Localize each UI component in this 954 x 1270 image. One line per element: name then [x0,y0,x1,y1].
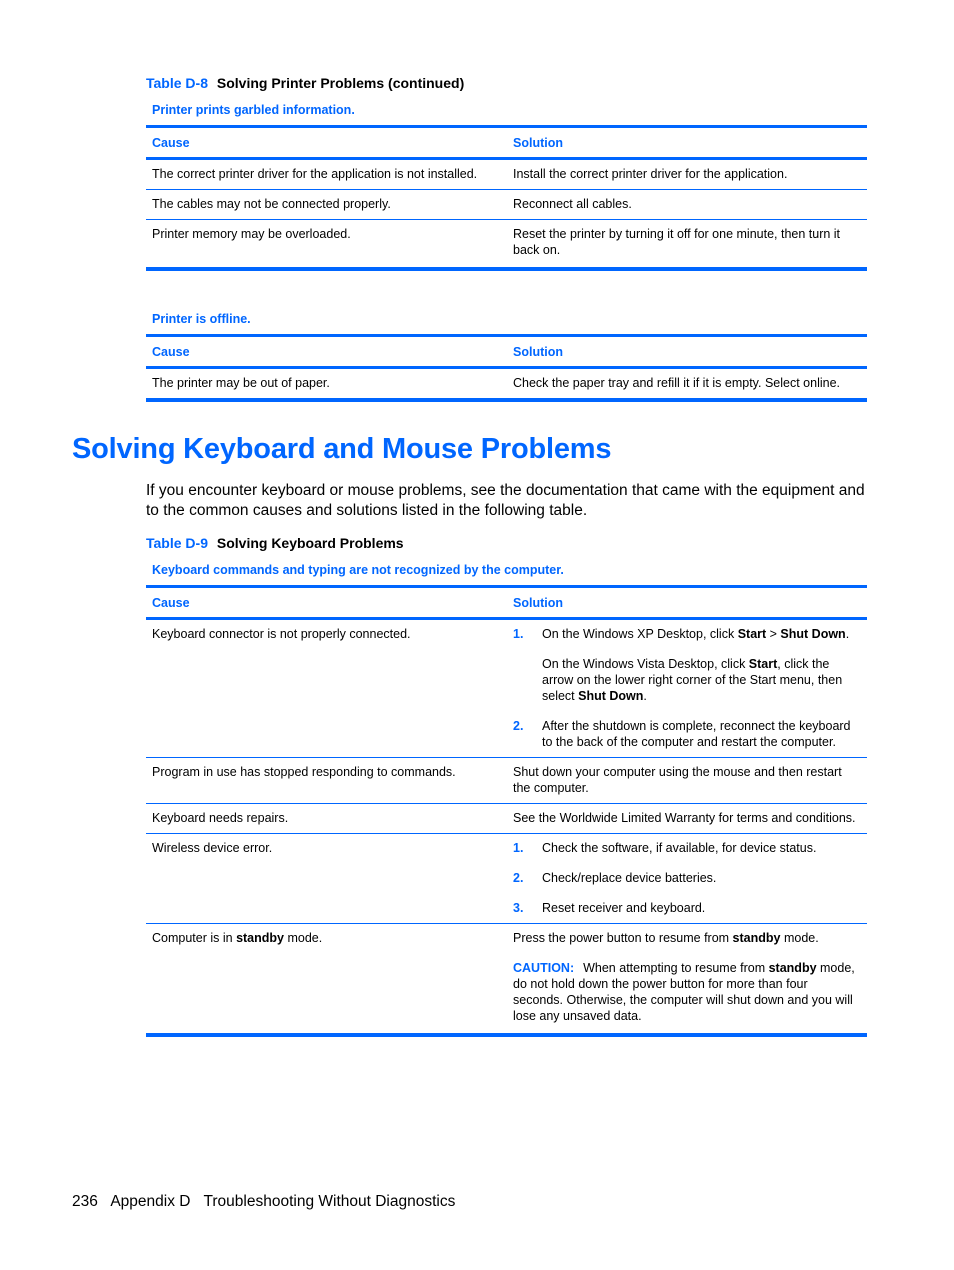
table-d9-title: Solving Keyboard Problems [216,535,404,551]
section-title: Solving Keyboard and Mouse Problems [72,433,612,465]
section-keyboard-heading: Keyboard commands and typing are not recognized by the computer. [152,563,564,577]
text-run: , click the arrow on the lower right corner of the Start menu, then select [542,657,843,703]
solution-cell: Reset the printer by turning it off for one minute, then turn it back on. [507,220,867,270]
solution-cell [507,924,867,1036]
table-d8-caption [146,75,464,91]
solution-cell: Install the correct printer driver for the application. [507,159,867,190]
intro-paragraph: If you encounter keyboard or mouse problems, see the documentation that came with the equipment and to the common causes and solutions listed in the following table. [146,482,865,519]
step-text: Reset receiver and keyboard. [542,901,706,915]
col-cause-header: Cause [146,336,507,368]
solution-cell: Reconnect all cables. [507,190,867,220]
col-solution-header: Solution [507,336,867,368]
text-run: mode. [284,931,323,945]
table-keyboard [146,585,867,1037]
solution-cell: Check the paper tray and refill it if it is empty. Select online. [507,368,867,401]
step-text: After the shutdown is complete, reconnect the keyboard to the back of the computer and restart the computer. [542,719,851,749]
cause-cell: The cables may not be connected properly. [146,190,507,220]
text-run: . [643,689,647,703]
table-row [146,368,867,401]
footer-appendix: Appendix D [110,1193,191,1210]
solution-cell: Shut down your computer using the mouse and then restart the computer. [507,758,867,804]
table-row [146,190,867,220]
step-item [513,626,861,704]
bold-start: Start [748,657,778,671]
text-run: On the Windows Vista Desktop, click [542,657,749,671]
step-text [542,626,861,704]
cause-cell: Program in use has stopped responding to commands. [146,758,507,804]
solution-cell [507,619,867,758]
table-row [146,220,867,270]
bold-standby: standby [236,931,284,945]
text-run: Computer is in [152,931,237,945]
caution-label: CAUTION: [513,961,575,975]
table-d8-title: Solving Printer Problems (continued) [216,75,465,91]
table-row [146,758,867,804]
table-d8-label: Table D-8 [146,75,208,91]
col-cause-header: Cause [146,587,507,619]
table-row [146,804,867,834]
text-run: When attempting to resume from [583,961,769,975]
text-run: > [766,627,781,641]
step-text: Check/replace device batteries. [542,871,717,885]
col-cause-header: Cause [146,127,507,159]
table-d9-caption [146,535,404,551]
step-text: Check the software, if available, for device status. [542,841,817,855]
col-solution-header: Solution [507,127,867,159]
cause-cell: Keyboard needs repairs. [146,804,507,834]
solution-cell: See the Worldwide Limited Warranty for terms and conditions. [507,804,867,834]
bold-standby: standby [768,961,817,975]
text-run: On the Windows XP Desktop, click [542,627,738,641]
caution-note [513,960,861,1024]
cause-cell: Wireless device error. [146,834,507,924]
bold-standby: standby [732,931,781,945]
text-run: mode. [780,931,819,945]
bold-start: Start [737,627,767,641]
step-number: 2. [513,719,524,733]
solution-cell [507,834,867,924]
cause-cell: The correct printer driver for the application is not installed. [146,159,507,190]
step-number: 1. [513,841,524,855]
section-offline-heading: Printer is offline. [152,312,251,326]
table-offline [146,334,867,402]
section-garbled-heading: Printer prints garbled information. [152,103,355,117]
step-item [513,840,861,856]
solution-text [513,930,861,946]
cause-cell: The printer may be out of paper. [146,368,507,401]
cause-cell [146,924,507,1036]
text-run: mode, do not hold down the power button for more than four seconds. Otherwise, the computer will shut down and you will lose any unsaved data. [513,961,855,1023]
step-item [513,870,861,886]
step-number: 1. [513,627,524,641]
bold-shutdown: Shut Down [780,627,846,641]
step-item [513,900,861,916]
step-number: 3. [513,901,524,915]
page-number: 236 [72,1193,98,1210]
table-garbled [146,125,867,271]
text-run: Press the power button to resume from [513,931,733,945]
cause-cell: Keyboard connector is not properly connected. [146,619,507,758]
page-footer [72,1193,464,1211]
table-row [146,619,867,758]
footer-chapter: Troubleshooting Without Diagnostics [203,1193,456,1210]
bold-shutdown: Shut Down [578,689,644,703]
step-number: 2. [513,871,524,885]
text-run: . [845,627,850,641]
table-row [146,159,867,190]
col-solution-header: Solution [507,587,867,619]
step-item [513,718,861,750]
table-row [146,834,867,924]
table-d9-label: Table D-9 [146,535,208,551]
cause-cell: Printer memory may be overloaded. [146,220,507,270]
table-row [146,924,867,1036]
